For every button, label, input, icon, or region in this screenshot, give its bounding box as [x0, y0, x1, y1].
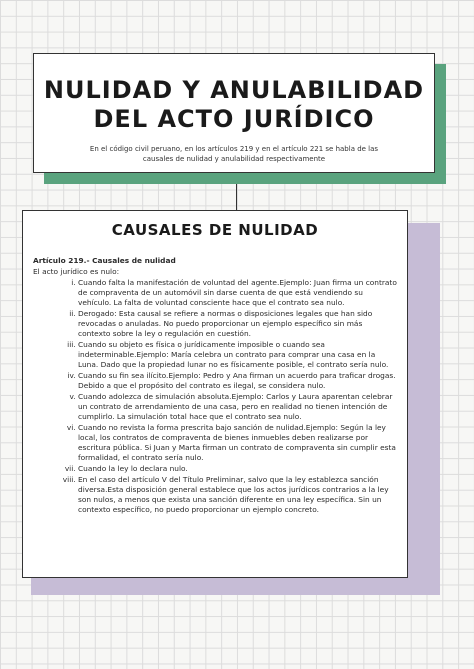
list-item: v. Cuando adolezca de simulación absoluta.Ejemplo: Carlos y Laura aparentan celebrar un contrato de arrendamiento de una casa, pero en realidad no tienen intención de cumplirlo. La simulación total hace que el contrato sea nulo. [78, 392, 397, 423]
article-heading: Artículo 219.- Causales de nulidad [33, 256, 176, 265]
page-title-line-1: NULIDAD Y ANULABILIDAD [43, 76, 425, 104]
list-item: i. Cuando falta la manifestación de voluntad del agente.Ejemplo: Juan firma un contrato de compraventa de un automóvil sin darse cuenta de que está vendiendo su vehículo. La falta de voluntad consciente hace que el contrato sea nulo. [78, 278, 397, 309]
article-intro: El acto jurídico es nulo: [33, 267, 120, 276]
causes-list [33, 278, 397, 515]
page-title-line-2: DEL ACTO JURÍDICO [93, 105, 375, 133]
section-title: CAUSALES DE NULIDAD [111, 221, 319, 239]
list-item: ii. Derogado: Esta causal se refiere a normas o disposiciones legales que han sido revocadas o anuladas. No puedo proporcionar un ejemplo específico sin más contexto sobre la ley o regulación en cuestión. [78, 309, 397, 340]
list-item: iv. Cuando su fin sea ilícito.Ejemplo: Pedro y Ana firman un acuerdo para traficar drogas. Debido a que el propósito del contrato es ilegal, se considera nulo. [78, 371, 397, 391]
page-subtitle: En el código civil peruano, en los artículos 219 y en el artículo 221 se habla de las causales de nulidad y anulabilidad respectivamente [89, 145, 379, 163]
list-item: viii. En el caso del artículo V del Título Preliminar, salvo que la ley establezca sanción diversa.Esta disposición general establece que los actos jurídicos contrarios a la ley son nulos, a menos que exista una sanción diferente en una ley específica. Sin un contexto específico, no puedo proporcionar un ejemplo concreto. [78, 475, 397, 516]
connector-line [236, 184, 237, 210]
content-card [22, 210, 408, 578]
list-item: vii. Cuando la ley lo declara nulo. [78, 464, 397, 474]
title-card [33, 53, 435, 173]
list-item: vi. Cuando no revista la forma prescrita bajo sanción de nulidad.Ejemplo: Según la ley local, los contratos de compraventa de bienes inmuebles deben realizarse por escritura pública. Si Juan y Marta firman un contrato de compraventa sin cumplir esta formalidad, el contrato sería nulo. [78, 423, 397, 464]
list-item: iii. Cuando su objeto es física o jurídicamente imposible o cuando sea indeterminable.Ejemplo: María celebra un contrato para comprar una casa en la Luna. Dado que la propiedad lunar no es físicamente posible, el contrato sería nulo. [78, 340, 397, 371]
page-title [34, 76, 434, 134]
